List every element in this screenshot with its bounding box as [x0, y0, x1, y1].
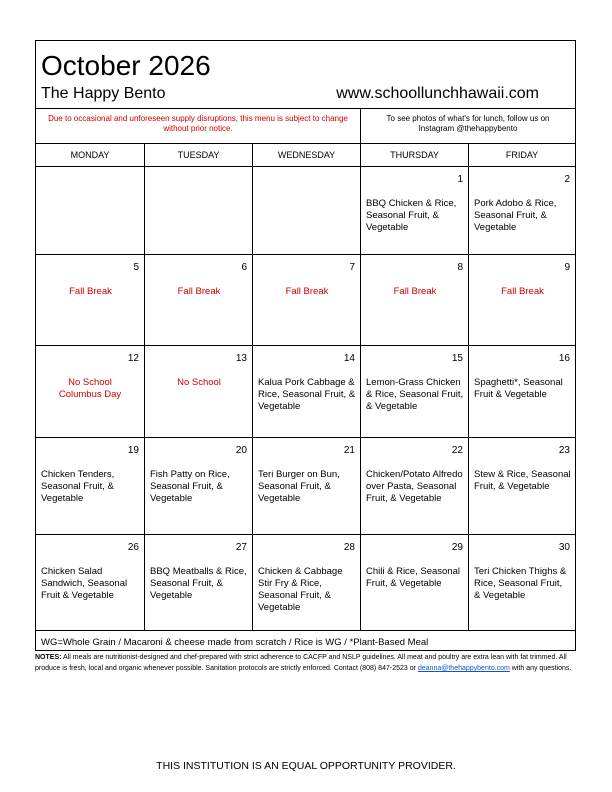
day-number: 16: [558, 353, 570, 364]
day-number: 9: [564, 262, 570, 273]
day-cell: [253, 438, 361, 534]
instagram-note: To see photos of what's for lunch, follow us on Instagram @thehappybento: [386, 114, 550, 133]
notes-tail: with any questions.: [509, 665, 572, 672]
closure-label: Fall Break: [501, 286, 544, 297]
brand-name: The Happy Bento: [41, 85, 166, 102]
menu-calendar: [35, 40, 576, 651]
day-cell: [469, 255, 575, 345]
day-number: 22: [451, 445, 463, 456]
day-cell: [145, 167, 253, 254]
day-cell: [361, 167, 469, 254]
day-number: 21: [343, 445, 355, 456]
closure-label: Fall Break: [393, 286, 437, 297]
calendar-header: [36, 41, 575, 109]
supply-disclaimer: Due to occasional and unforeseen supply disruptions, this menu is subject to change without prior notice.: [36, 109, 361, 143]
day-number: 7: [349, 262, 355, 273]
notes: [35, 652, 576, 674]
day-cell: [145, 255, 253, 345]
week-row: [36, 535, 575, 631]
week-row: [36, 255, 575, 346]
meal-description: Fish Patty on Rice, Seasonal Fruit, & Vegetable: [150, 469, 230, 504]
meal-description: Chili & Rice, Seasonal Fruit, & Vegetable: [366, 566, 460, 589]
weekday-monday: MONDAY: [36, 144, 145, 166]
week-row: [36, 438, 575, 535]
weekday-wednesday: WEDNESDAY: [253, 144, 361, 166]
day-number: 6: [241, 262, 247, 273]
weekday-thursday: THURSDAY: [361, 144, 469, 166]
day-number: 29: [451, 542, 463, 553]
day-number: 30: [558, 542, 570, 553]
day-cell: [361, 438, 469, 534]
day-number: 13: [235, 353, 247, 364]
meal-description: Lemon-Grass Chicken & Rice, Seasonal Fruit, & Vegetable: [366, 377, 464, 412]
day-cell: [36, 346, 145, 437]
day-number: 2: [564, 174, 570, 185]
day-cell: [469, 346, 575, 437]
day-cell: [361, 255, 469, 345]
weekday-friday: FRIDAY: [505, 150, 539, 160]
day-cell: [361, 535, 469, 630]
meal-description: Chicken Salad Sandwich, Seasonal Fruit & Vegetable: [41, 566, 128, 601]
closure-label: Fall Break: [69, 286, 112, 297]
day-cell: [145, 438, 253, 534]
notes-text: All meals are nutritionist-designed and chef-prepared with strict adherence to CACFP and NSLP guidelines. All meat and poultry are extra lean with fat trimmed. All produce is fresh, local and organic whenever possible. Sanitation protocols are strictly enforced. Contact (808) 847-2523 or: [35, 654, 567, 672]
day-number: 1: [457, 174, 463, 185]
day-number: 20: [235, 445, 247, 456]
day-cell: [36, 255, 145, 345]
day-number: 26: [127, 542, 139, 553]
closure-label: Fall Break: [285, 286, 329, 297]
website-url: www.schoollunchhawaii.com: [336, 85, 539, 102]
meal-description: Pork Adobo & Rice, Seasonal Fruit, & Vegetable: [474, 198, 557, 233]
day-cell: [36, 438, 145, 534]
day-number: 15: [451, 353, 463, 364]
meal-description: Teri Burger on Bun, Seasonal Fruit, & Vegetable: [258, 469, 340, 504]
notice-row: [36, 109, 575, 144]
day-number: 8: [457, 262, 463, 273]
legend-row: WG=Whole Grain / Macaroni & cheese made from scratch / Rice is WG / *Plant-Based Meal: [41, 636, 429, 648]
closure-label: No School Columbus Day: [58, 377, 122, 400]
day-cell: [469, 167, 575, 254]
meal-description: Chicken & Cabbage Stir Fry & Rice, Seasonal Fruit, & Vegetable: [258, 566, 343, 613]
day-cell: [469, 535, 575, 630]
calendar-grid: [36, 167, 575, 631]
day-cell: [145, 346, 253, 437]
meal-description: BBQ Chicken & Rice, Seasonal Fruit, & Vegetable: [366, 198, 457, 233]
day-number: 28: [343, 542, 355, 553]
meal-description: BBQ Meatballs & Rice, Seasonal Fruit, & Vegetable: [150, 566, 247, 601]
day-cell: [253, 346, 361, 437]
day-cell: [469, 438, 575, 534]
closure-label: Fall Break: [177, 286, 221, 297]
equal-opportunity-statement: THIS INSTITUTION IS AN EQUAL OPPORTUNITY PROVIDER.: [156, 760, 456, 772]
day-number: 23: [558, 445, 570, 456]
meal-description: Chicken Tenders, Seasonal Fruit, & Vegetable: [41, 469, 115, 504]
day-cell: [253, 535, 361, 630]
day-number: 12: [127, 353, 139, 364]
meal-description: Spaghetti*, Seasonal Fruit & Vegetable: [474, 377, 563, 400]
day-cell: [253, 255, 361, 345]
meal-description: Kalua Pork Cabbage & Rice, Seasonal Fruit, & Vegetable: [258, 377, 356, 412]
week-row: [36, 167, 575, 255]
day-number: 5: [133, 262, 139, 273]
weekday-tuesday: TUESDAY: [145, 144, 253, 166]
day-cell: [36, 535, 145, 630]
day-cell: [36, 167, 145, 254]
week-row: [36, 346, 575, 438]
day-number: 19: [127, 445, 139, 456]
meal-description: Chicken/Potato Alfredo over Pasta, Seasonal Fruit, & Vegetable: [366, 469, 463, 504]
notes-label: NOTES:: [35, 654, 62, 661]
day-cell: [361, 346, 469, 437]
day-number: 14: [343, 353, 355, 364]
weekday-header: [36, 144, 575, 167]
day-cell: [145, 535, 253, 630]
meal-description: Stew & Rice, Seasonal Fruit, & Vegetable: [474, 469, 571, 492]
day-number: 27: [235, 542, 247, 553]
contact-email-link[interactable]: deanna@thehappybento.com: [417, 665, 510, 672]
meal-description: Teri Chicken Thighs & Rice, Seasonal Fruit, & Vegetable: [474, 566, 567, 601]
closure-label: No School: [177, 377, 221, 388]
day-cell: [253, 167, 361, 254]
month-title: October 2026: [41, 50, 211, 81]
